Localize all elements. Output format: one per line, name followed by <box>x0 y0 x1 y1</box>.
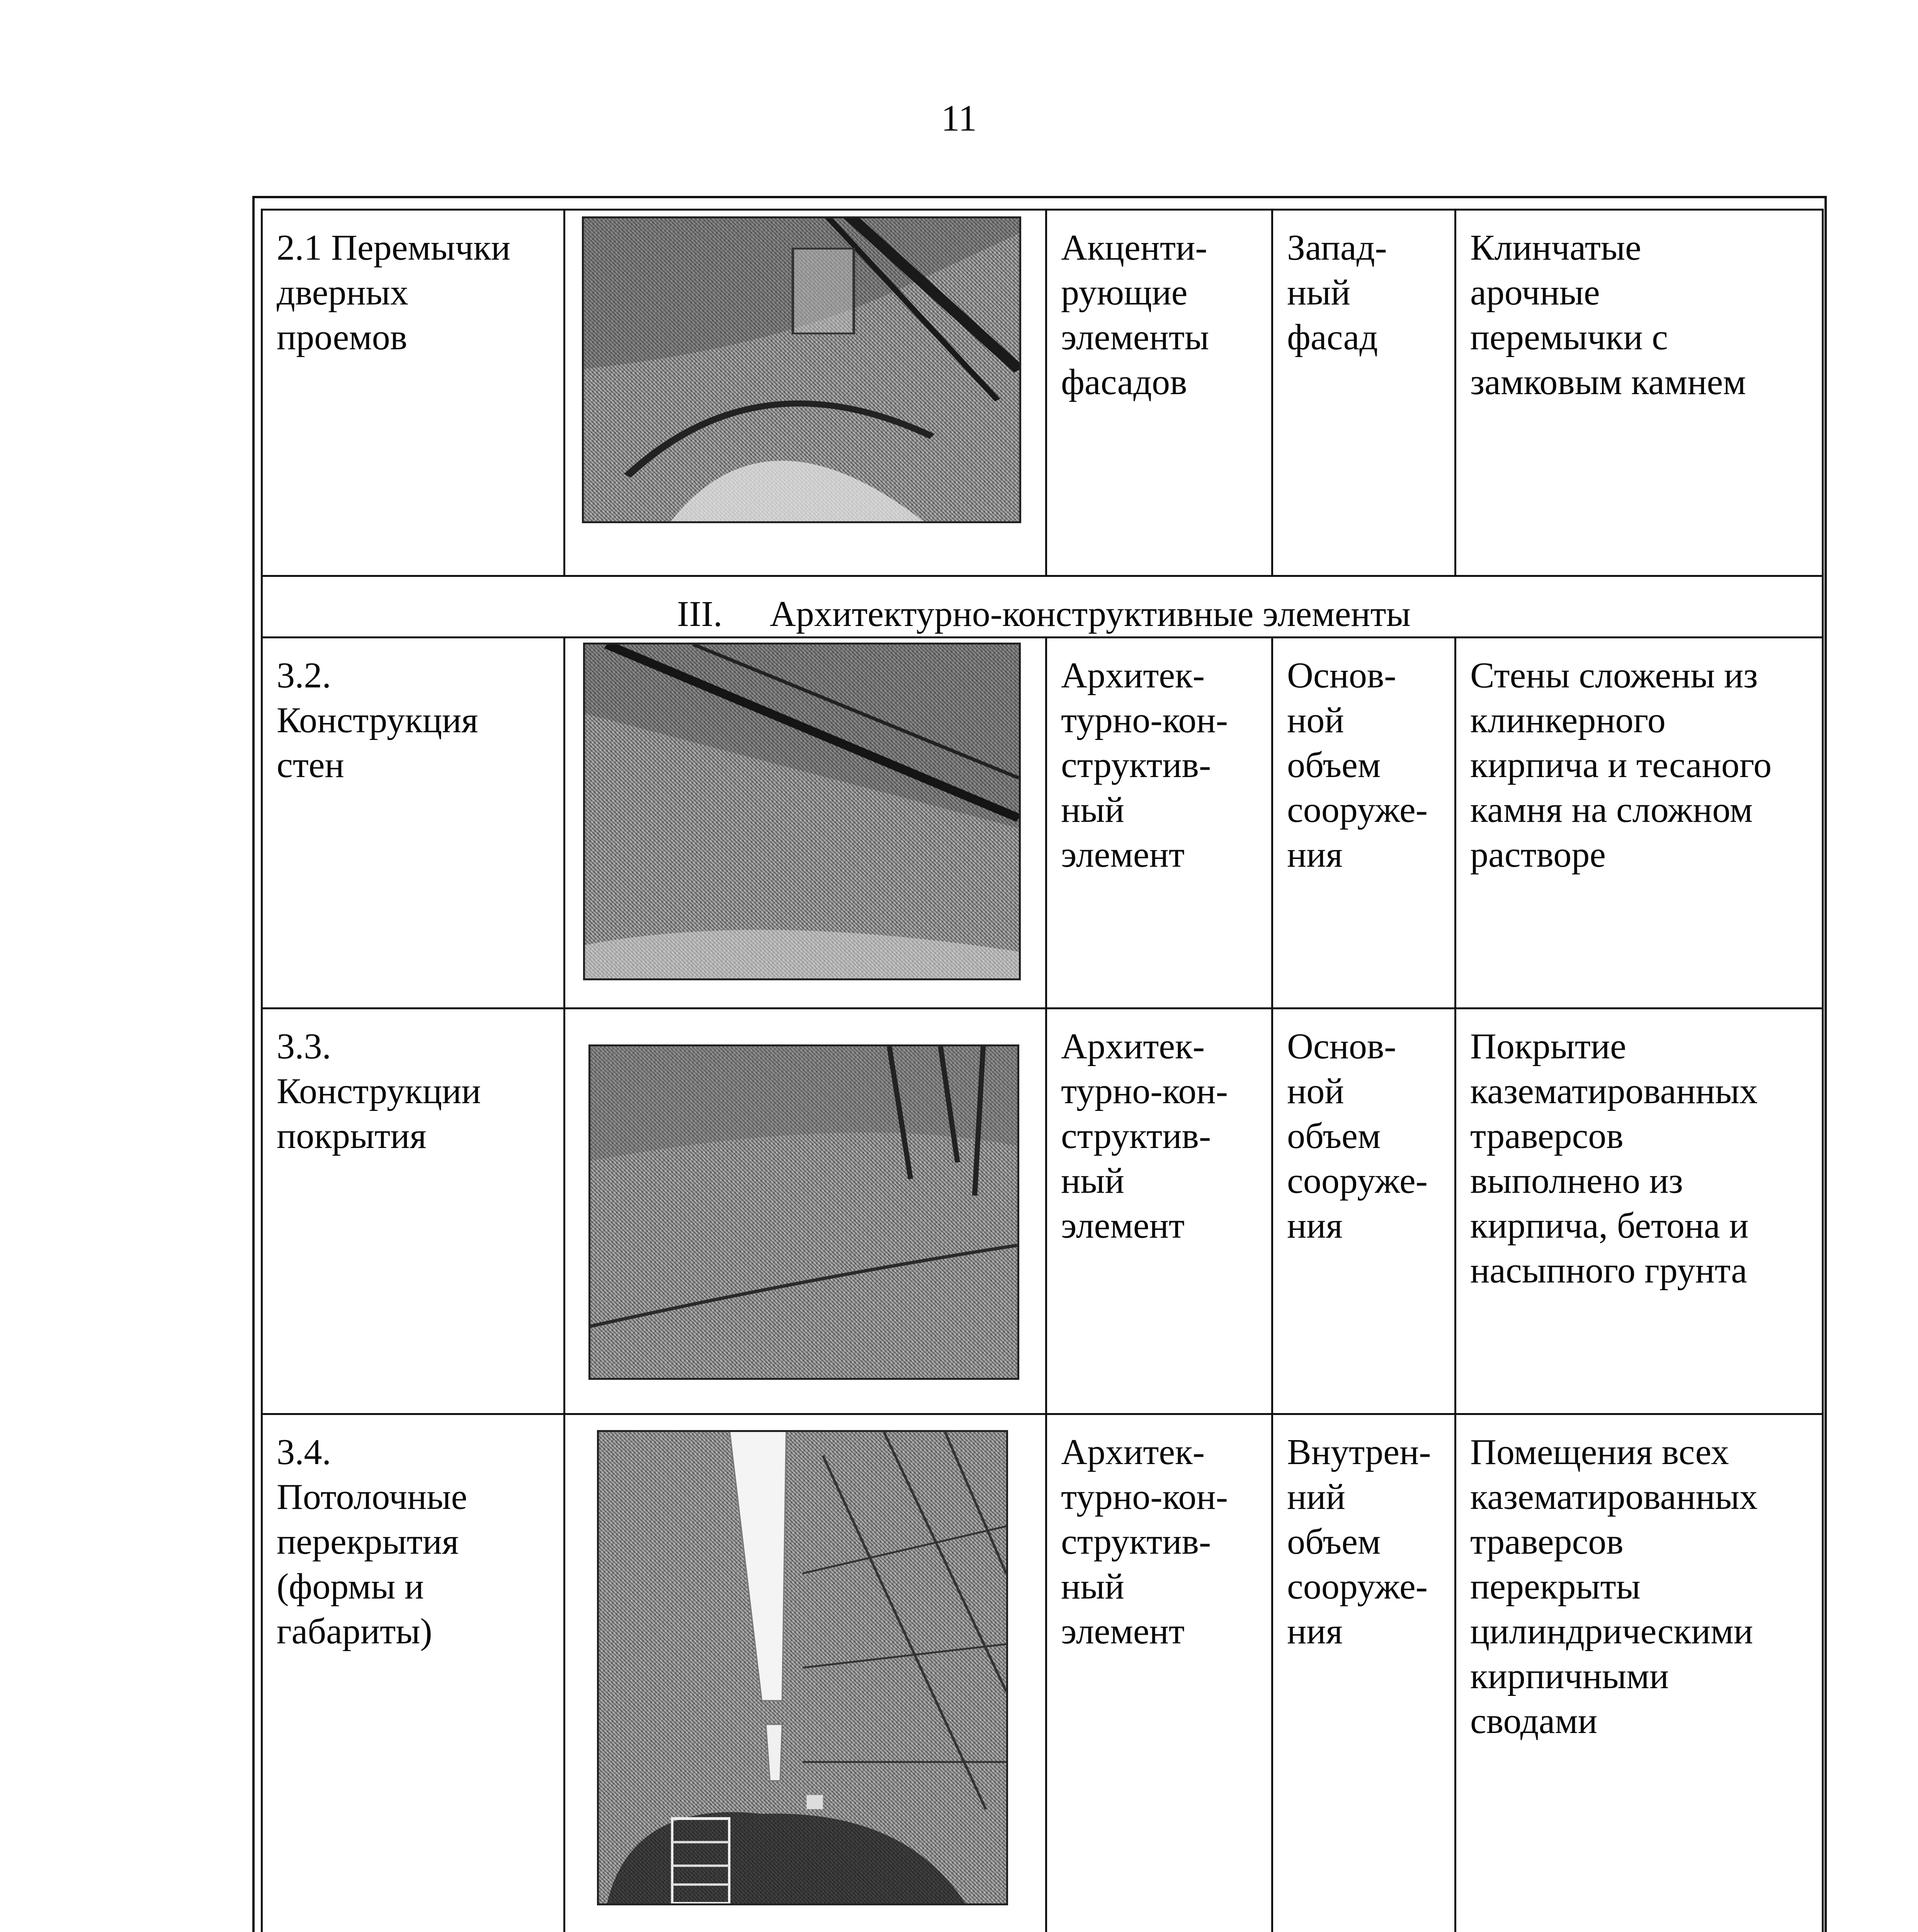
photo-cell <box>565 638 1046 1009</box>
table-row <box>262 210 1823 576</box>
wall-construction-photo <box>583 643 1021 980</box>
category-cell: Архитек- турно-кон- структив- ный элемент <box>1046 638 1272 1009</box>
description-cell: Клинчатые арочные перемычки с замковым камнем <box>1456 210 1823 576</box>
location-cell: Запад- ный фасад <box>1272 210 1456 576</box>
section-heading-III: III. Архитектурно-конструктивные элементы <box>262 576 1823 638</box>
description-cell: Покрытие казематированных траверсов выполнено из кирпича, бетона и насыпного грунта <box>1456 1009 1823 1414</box>
location-cell: Внутрен- ний объем сооруже- ния <box>1272 1414 1456 1932</box>
section-row <box>262 576 1823 638</box>
category-cell: Архитек- турно-кон- структив- ный элемент <box>1046 1009 1272 1414</box>
location-cell: Основ- ной объем сооруже- ния <box>1272 638 1456 1009</box>
element-name-cell: 2.1 Перемычки дверных проемов <box>262 210 565 576</box>
vaulted-ceiling-photo <box>597 1430 1008 1905</box>
element-name-cell: 3.4. Потолочные перекрытия (формы и габариты) <box>262 1414 565 1932</box>
element-name-cell: 3.3. Конструкции покрытия <box>262 1009 565 1414</box>
location-cell: Основ- ной объем сооруже- ния <box>1272 1009 1456 1414</box>
category-cell: Акценти- рующие элементы фасадов <box>1046 210 1272 576</box>
element-name-cell: 3.2. Конструкция стен <box>262 638 565 1009</box>
description-cell: Стены сложены из клинкерного кирпича и тесаного камня на сложном растворе <box>1456 638 1823 1009</box>
roof-construction-photo <box>588 1044 1019 1380</box>
table-row <box>262 1009 1823 1414</box>
table-row <box>262 638 1823 1009</box>
page-number: 11 <box>941 97 977 139</box>
photo-cell <box>565 210 1046 576</box>
photo-cell <box>565 1414 1046 1932</box>
table-row <box>262 1414 1823 1932</box>
description-cell: Помещения всех казематированных траверсов перекрыты цилиндрическими кирпичными сводами <box>1456 1414 1823 1932</box>
elements-table <box>261 209 1824 1932</box>
door-lintel-photo <box>582 216 1021 523</box>
category-cell: Архитек- турно-кон- структив- ный элемент <box>1046 1414 1272 1932</box>
photo-cell <box>565 1009 1046 1414</box>
